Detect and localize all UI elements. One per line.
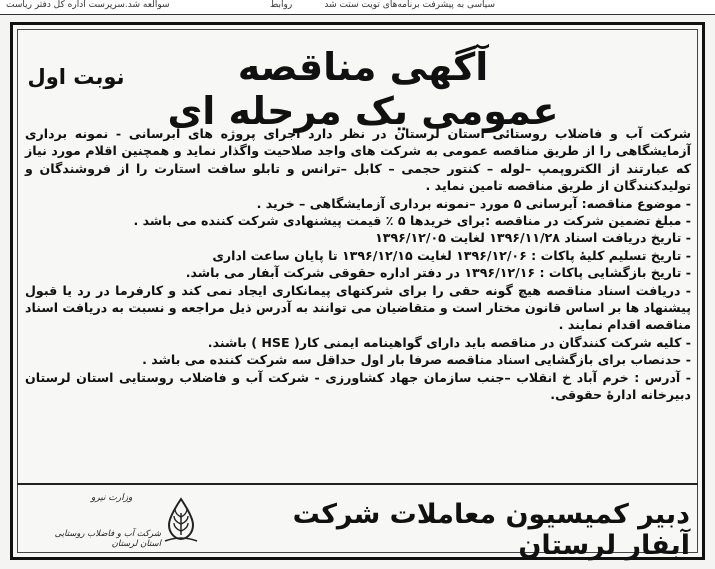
ad-item-subject: - موضوع مناقصه: آبرسانی ۵ مورد –نمونه برداری آزمایشگاهی – خرید . bbox=[256, 195, 691, 211]
logo-company-text: شرکت آب و فاضلاب روستایی استان لرستان bbox=[54, 529, 161, 549]
header-strip-middle-text: روابط bbox=[270, 0, 293, 10]
ad-item-doc-receipt-date: - تاریخ دریافت اسناد ۱۳۹۶/۱۱/۲۸ لغایت ۱۳۹۶/۱۲/۰۵ bbox=[375, 230, 691, 246]
header-strip bbox=[0, 0, 715, 15]
company-logo bbox=[43, 491, 213, 557]
ad-intro: شرکت آب و فاضلاب روستائی استان لرستان در نظر دارد اجرای پروژه های آبرسانی - نمونه برداری آزمایشگاهی را از طریق مناقصه عمومی به شرکت های واجد صلاحیت واگذار نماید و همچنین اقلام مورد نیاز که عبارتند از الکتروپمپ –لوله – کنتور حجمی – کابل –ترانس و تابلو سافت استارت را از فروشندگان و تولیدکنندگان از طریق مناقصه تامین نماید . bbox=[25, 126, 691, 194]
ad-item-quorum: - حدنصاب برای بازگشایی اسناد مناقصه صرفا بار اول حداقل سه شرکت کننده می باشد . bbox=[142, 352, 691, 368]
ad-item-rights-clause: - دریافت اسناد مناقصه هیچ گونه حقی را برای شرکتهای پیمانکاری ایجاد نمی کند و کارفرما در رد یا قبول پیشنهاد ها بر اساس قانون مختار است و متقاضیان می توانند به آدرس ذیل مراجعه و نسبت به دریافت اسناد مناقصه اقدام نمایند . bbox=[25, 282, 691, 333]
ad-round-label: نوبت اول bbox=[27, 65, 125, 89]
header-strip-right-text: سیاسی به پیشرفت برنامه‌های تویت ستت شد bbox=[324, 0, 495, 10]
ad-item-opening-date: - تاریخ بازگشایی پاکات : ۱۳۹۶/۱۲/۱۶ در دفتر اداره حقوقی شرکت آبفار می باشد. bbox=[185, 265, 691, 281]
ad-item-address: - آدرس : خرم آباد خ انقلاب –جنب سازمان جهاد کشاورزی - شرکت آب و فاضلاب روستایی استان لرستان دبیرخانه ادارهٔ حقوقی. bbox=[25, 369, 691, 403]
ad-body bbox=[25, 125, 691, 404]
ad-frame bbox=[10, 22, 705, 560]
ad-item-submission-date: - تاریخ تسلیم کلیهٔ پاکات : ۱۳۹۶/۱۲/۰۶ لغایت ۱۳۹۶/۱۲/۱۵ تا پایان ساعت اداری bbox=[212, 247, 691, 263]
footer-divider bbox=[17, 483, 698, 485]
footer-signature-title: دبیر کمیسیون معاملات شرکت آبفار لرستان bbox=[292, 499, 690, 561]
water-drop-wheat-emblem-icon bbox=[161, 495, 201, 545]
logo-ministry-text: وزارت نیرو bbox=[91, 493, 133, 503]
ad-title: آگهی مناقصه عمومی یک مرحله ای bbox=[167, 45, 559, 133]
ad-item-hse-requirement: - کلیه شرکت کنندگان در مناقصه باید دارای گواهینامه ایمنی کار( HSE ) باشند. bbox=[207, 334, 691, 350]
ad-item-guarantee: - مبلغ تضمین شرکت در مناقصه :برای خریدها ۵ ٪ قیمت پیشنهادی شرکت کننده می باشد . bbox=[133, 213, 691, 229]
header-strip-left-text: سوالعه شد.سرپرست اداره کل دفتر ریاست bbox=[6, 0, 170, 10]
